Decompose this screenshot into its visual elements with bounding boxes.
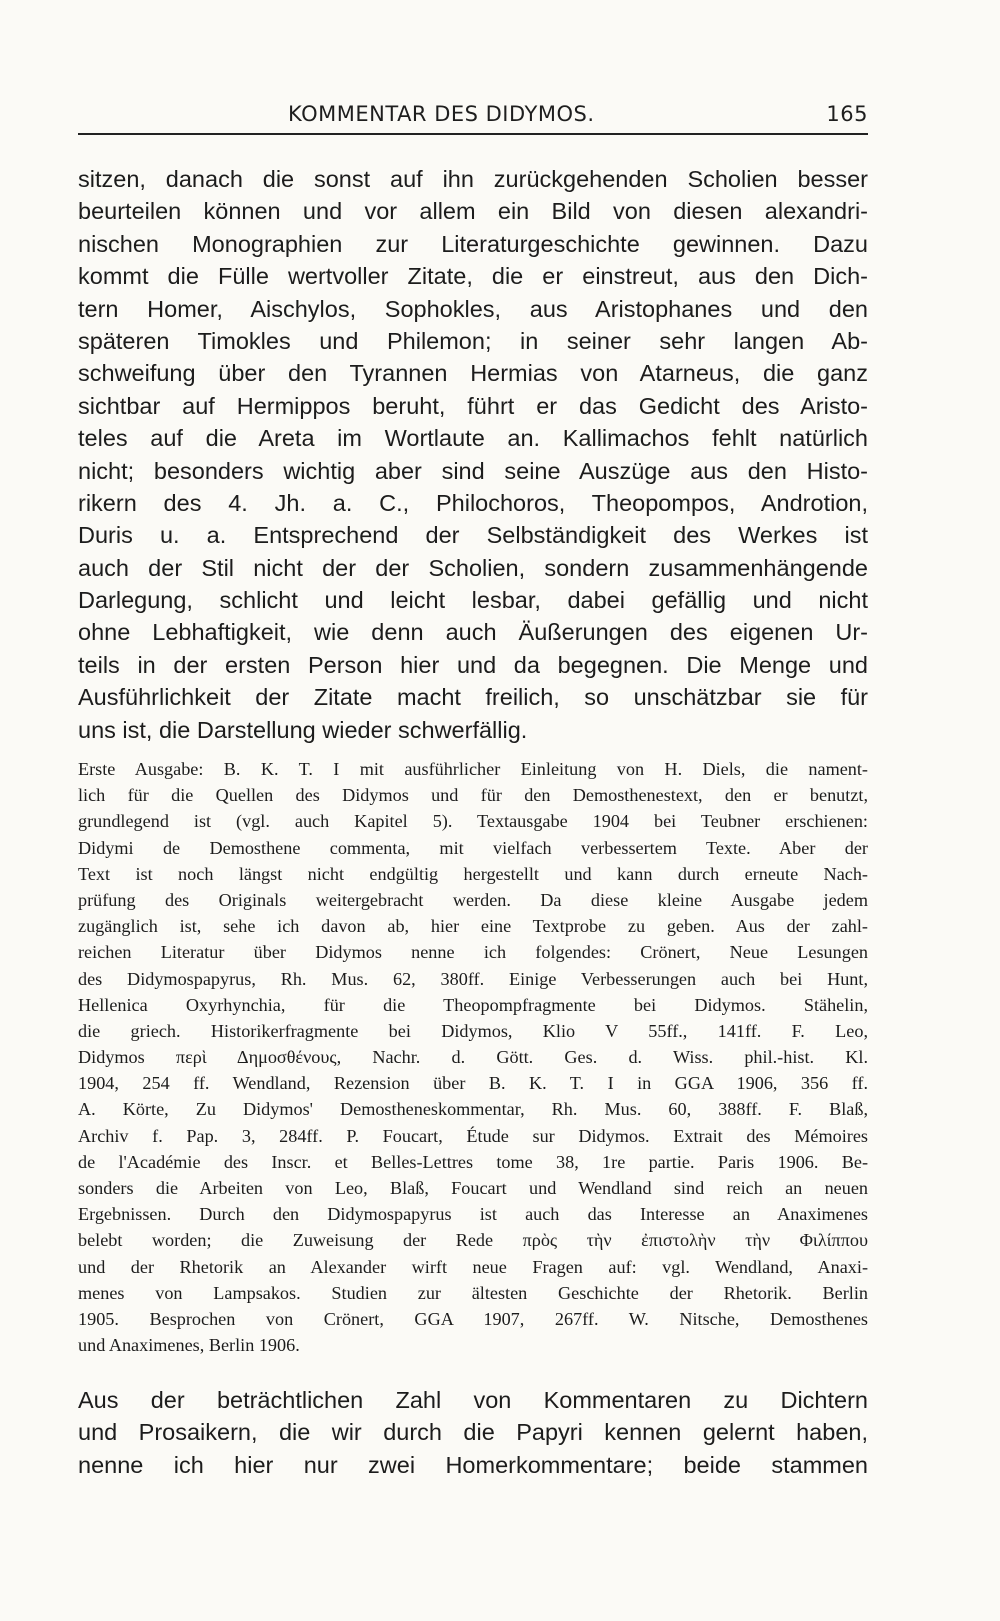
bibliography-line: menes von Lampsakos. Studien zur ältesten Geschichte der Rhetorik. Berlin bbox=[78, 1282, 868, 1303]
text-line: sichtbar auf Hermippos beruht, führt er das Gedicht des Aristo- bbox=[78, 392, 868, 419]
text-line: Aus der beträchtlichen Zahl von Kommentaren zu Dichtern bbox=[78, 1387, 868, 1413]
bibliography-line: de l'Académie des Inscr. et Belles-Lettres tome 38, 1re partie. Paris 1906. Be- bbox=[78, 1151, 868, 1172]
header-rule bbox=[78, 133, 868, 135]
bibliography-line: A. Körte, Zu Didymos' Demostheneskommentar, Rh. Mus. 60, 388ff. F. Blaß, bbox=[78, 1099, 868, 1120]
bibliography-line: grundlegend ist (vgl. auch Kapitel 5). Textausgabe 1904 bei Teubner erschienen: bbox=[78, 811, 868, 832]
bibliography-line: belebt worden; die Zuweisung der Rede πρὸς τὴν ἐπιστολὴν τὴν Φιλίππου bbox=[78, 1230, 868, 1251]
text-line: uns ist, die Darstellung wieder schwerfällig. bbox=[78, 716, 528, 743]
text-line: nischen Monographien zur Literaturgeschichte gewinnen. Dazu bbox=[78, 230, 868, 257]
text-line: kommt die Fülle wertvoller Zitate, die er einstreut, aus den Dich- bbox=[78, 263, 868, 290]
bibliography-line: und der Rhetorik an Alexander wirft neue Fragen auf: vgl. Wendland, Anaxi- bbox=[78, 1256, 868, 1277]
bibliography-paragraph bbox=[78, 756, 868, 1358]
text-line: rikern des 4. Jh. a. C., Philochoros, Theopompos, Androtion, bbox=[78, 489, 868, 516]
bibliography-line: zugänglich ist, sehe ich davon ab, hier eine Textprobe zu geben. Aus der zahl- bbox=[78, 916, 868, 937]
text-line: ohne Lebhaftigkeit, wie denn auch Äußerungen des eigenen Ur- bbox=[78, 619, 868, 646]
text-line: späteren Timokles und Philemon; in seiner sehr langen Ab- bbox=[78, 327, 868, 354]
bibliography-line: 1904, 254 ff. Wendland, Rezension über B. K. T. I in GGA 1906, 356 ff. bbox=[78, 1073, 868, 1094]
text-line: schweifung über den Tyrannen Hermias von Atarneus, die ganz bbox=[78, 360, 868, 387]
bibliography-line: lich für die Quellen des Didymos und für den Demosthenestext, den er benutzt, bbox=[78, 785, 868, 806]
bibliography-line: Hellenica Oxyrhynchia, für die Theopompfragmente bei Didymos. Stähelin, bbox=[78, 994, 868, 1015]
bibliography-line: die griech. Historikerfragmente bei Didymos, Klio V 55ff., 141ff. F. Leo, bbox=[78, 1020, 868, 1041]
bibliography-line: 1905. Besprochen von Crönert, GGA 1907, 267ff. W. Nitsche, Demosthenes bbox=[78, 1308, 868, 1329]
text-line: und Prosaikern, die wir durch die Papyri kennen gelernt haben, bbox=[78, 1419, 868, 1446]
text-line: sitzen, danach die sonst auf ihn zurückgehenden Scholien besser bbox=[78, 166, 868, 192]
bibliography-line: reichen Literatur über Didymos nenne ich folgendes: Crönert, Neue Lesungen bbox=[78, 942, 868, 963]
text-line: nenne ich hier nur zwei Homerkommentare; beide stammen bbox=[78, 1451, 868, 1478]
text-line: Ausführlichkeit der Zitate macht freilich, so unschätzbar sie für bbox=[78, 684, 868, 711]
text-line: tern Homer, Aischylos, Sophokles, aus Aristophanes und den bbox=[78, 295, 868, 322]
bibliography-line: Didymi de Demosthene commenta, mit vielfach verbessertem Texte. Aber der bbox=[78, 837, 868, 858]
bibliography-line: Erste Ausgabe: B. K. T. I mit ausführlicher Einleitung von H. Diels, die nament- bbox=[78, 759, 868, 779]
main-paragraph bbox=[78, 163, 868, 746]
bibliography-line: und Anaximenes, Berlin 1906. bbox=[78, 1335, 300, 1356]
text-line: teles auf die Areta im Wortlaute an. Kallimachos fehlt natürlich bbox=[78, 425, 868, 452]
running-header bbox=[78, 98, 868, 130]
text-line: Darlegung, schlicht und leicht lesbar, dabei gefällig und nicht bbox=[78, 587, 868, 614]
bibliography-line: des Didymospapyrus, Rh. Mus. 62, 380ff. Einige Verbesserungen auch bei Hunt, bbox=[78, 968, 868, 989]
text-line: teils in der ersten Person hier und da begegnen. Die Menge und bbox=[78, 651, 868, 678]
bibliography-line: Didymos περὶ Δημοσθένους, Nachr. d. Gött. Ges. d. Wiss. phil.-hist. Kl. bbox=[78, 1047, 868, 1068]
bibliography-line: sonders die Arbeiten von Leo, Blaß, Foucart und Wendland sind reich an neuen bbox=[78, 1178, 868, 1198]
bibliography-line: Text ist noch längst nicht endgültig hergestellt und kann durch erneute Nach- bbox=[78, 863, 868, 884]
closing-paragraph bbox=[78, 1384, 868, 1481]
text-line: nicht; besonders wichtig aber sind seine Auszüge aus den Histo- bbox=[78, 457, 868, 484]
text-line: beurteilen können und vor allem ein Bild von diesen alexandri- bbox=[78, 198, 868, 225]
text-line: auch der Stil nicht der der Scholien, sondern zusammenhängende bbox=[78, 554, 868, 581]
bibliography-line: Ergebnissen. Durch den Didymospapyrus ist auch das Interesse an Anaximenes bbox=[78, 1204, 868, 1225]
bibliography-line: Archiv f. Pap. 3, 284ff. P. Foucart, Étude sur Didymos. Extrait des Mémoires bbox=[78, 1125, 868, 1146]
page-number: 165 bbox=[826, 102, 868, 126]
bibliography-line: prüfung des Originals weitergebracht werden. Da diese kleine Ausgabe jedem bbox=[78, 889, 868, 910]
text-line: Duris u. a. Entsprechend der Selbständigkeit des Werkes ist bbox=[78, 522, 868, 549]
running-title: KOMMENTAR DES DIDYMOS. bbox=[288, 102, 595, 126]
